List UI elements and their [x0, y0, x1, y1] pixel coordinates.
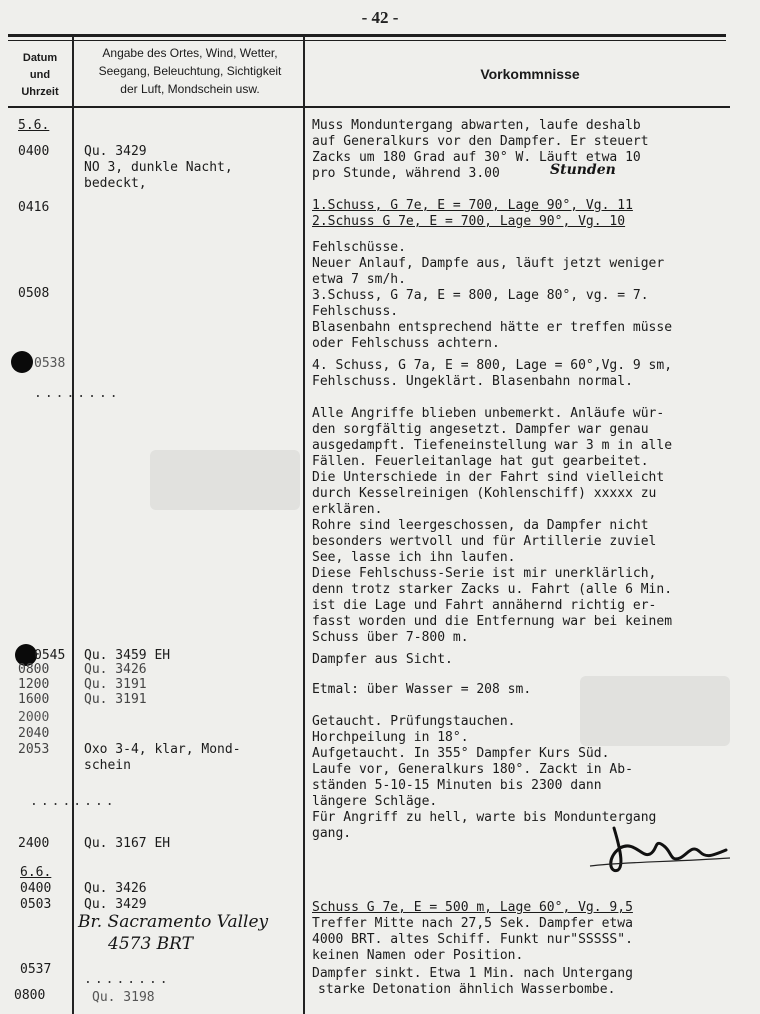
place-entry: Qu. 3198: [92, 990, 155, 1005]
date-entry: 1200: [18, 677, 50, 692]
header-datum-line: und: [29, 69, 51, 81]
vorkommnis-line: Muss Monduntergang abwarten, laufe deshalb: [312, 118, 641, 133]
vorkommnis-line: starke Detonation ähnlich Wasserbombe.: [318, 982, 616, 997]
vorkommnis-line: auf Generalkurs vor den Dampfer. Er steuert: [312, 134, 649, 149]
vorkommnis-line: Aufgetaucht. In 355° Dampfer Kurs Süd.: [312, 746, 610, 761]
vorkommnis-line: Schuss über 7-800 m.: [312, 630, 469, 645]
place-entry: Qu. 3167 EH: [84, 836, 171, 851]
header-bottom-rule: [8, 106, 730, 108]
date-entry: 2053: [18, 742, 50, 757]
header-angabe: [76, 44, 304, 98]
vorkommnis-line: See, lasse ich ihn laufen.: [312, 550, 516, 565]
date-entry: 2400: [18, 836, 50, 851]
date-entry: 0416: [18, 200, 50, 215]
vorkommnis-line: Fehlschüsse.: [312, 240, 406, 255]
vorkommnis-line: Fällen. Feuerleitanlage hat gut gearbeitet.: [312, 454, 649, 469]
vorkommnis-line: längere Schläge.: [312, 794, 438, 809]
handwritten-stunden: Stunden: [550, 162, 616, 178]
vorkommnis-line: Zacks um 180 Grad auf 30° W. Läuft etwa 10: [312, 150, 641, 165]
vorkommnis-line: etwa 7 sm/h.: [312, 272, 406, 287]
place-entry: Qu. 3459 EH: [84, 648, 171, 663]
date-entry: 0538: [34, 356, 66, 371]
place-entry: Qu. 3426: [84, 881, 147, 896]
commander-signature: [580, 818, 740, 878]
place-entry: Qu. 3429: [84, 897, 147, 912]
date-entry: 2040: [18, 726, 50, 741]
date-entry: 6.6.: [20, 865, 52, 880]
header-vorkommnisse: Vorkommnisse: [480, 66, 580, 82]
vorkommnis-line: Horchpeilung in 18°.: [312, 730, 469, 745]
handwritten-tonnage: 4573 BRT: [108, 934, 193, 954]
date-entry: 0400: [20, 881, 52, 896]
date-entry: 5.6.: [18, 118, 50, 133]
vorkommnis-line: besonders wertvoll und für Artillerie zuviel: [312, 534, 657, 549]
header-angabe-line: der Luft, Mondschein usw.: [120, 82, 260, 96]
dotted-leader: ........: [84, 972, 171, 987]
date-entry: 2000: [18, 710, 50, 725]
date-entry: 1600: [18, 692, 50, 707]
date-entry: 0508: [18, 286, 50, 301]
vorkommnis-line: keinen Namen oder Position.: [312, 948, 524, 963]
vorkommnis-line: 2.Schuss G 7e, E = 700, Lage 90°, Vg. 10: [312, 214, 626, 229]
vorkommnis-line: oder Fehlschuss achtern.: [312, 336, 500, 351]
date-entry: 0503: [20, 897, 52, 912]
vorkommnis-line: Laufe vor, Generalkurs 180°. Zackt in Ab-: [312, 762, 633, 777]
vorkommnis-line: Blasenbahn entsprechend hätte er treffen müsse: [312, 320, 673, 335]
faded-stamp: [150, 450, 300, 510]
place-entry: Qu. 3191: [84, 692, 147, 707]
faded-stamp: [580, 676, 730, 746]
dotted-leader: ........: [34, 386, 121, 401]
vorkommnis-line: ständen 5-10-15 Minuten bis 2300 dann: [312, 778, 602, 793]
vorkommnis-line: Neuer Anlauf, Dampfe aus, läuft jetzt weniger: [312, 256, 665, 271]
vorkommnis-line: Diese Fehlschuss-Serie ist mir unerklärlich,: [312, 566, 657, 581]
place-entry: schein: [84, 758, 131, 773]
header-datum-line: Uhrzeit: [21, 86, 59, 98]
handwritten-ship-name: Br. Sacramento Valley: [78, 912, 269, 932]
vorkommnis-line: Für Angriff zu hell, warte bis Monduntergang: [312, 810, 657, 825]
vorkommnis-line: erklären.: [312, 502, 383, 517]
vorkommnis-line: 3.Schuss, G 7a, E = 800, Lage 80°, vg. = 7.: [312, 288, 649, 303]
vorkommnis-line: Fehlschuss. Ungeklärt. Blasenbahn normal.: [312, 374, 633, 389]
vorkommnis-line: denn trotz starker Zacks u. Fahrt (alle 6 Min.: [312, 582, 673, 597]
column-divider-1: [72, 36, 74, 1014]
vorkommnis-line: 4. Schuss, G 7a, E = 800, Lage = 60°,Vg. 9 sm,: [312, 358, 673, 373]
vorkommnis-line: ausgedampft. Tiefeneinstellung war 3 m in alle: [312, 438, 673, 453]
header-angabe-line: Angabe des Ortes, Wind, Wetter,: [102, 46, 278, 60]
vorkommnis-line: Fehlschuss.: [312, 304, 399, 319]
vorkommnis-line: 4000 BRT. altes Schiff. Funkt nur"SSSSS".: [312, 932, 633, 947]
vorkommnis-line: gang.: [312, 826, 352, 841]
vorkommnis-line: 1.Schuss, G 7e, E = 700, Lage 90°, Vg. 11: [312, 198, 633, 213]
vorkommnis-line: Rohre sind leergeschossen, da Dampfer nicht: [312, 518, 649, 533]
vorkommnis-line: Dampfer sinkt. Etwa 1 Min. nach Untergang: [312, 966, 633, 981]
dotted-leader: ........: [30, 794, 117, 809]
vorkommnis-line: Schuss G 7e, E = 500 m, Lage 60°, Vg. 9,5: [312, 900, 633, 915]
date-entry: 0545: [34, 648, 66, 663]
place-entry: NO 3, dunkle Nacht,: [84, 160, 233, 175]
vorkommnis-line: Getaucht. Prüfungstauchen.: [312, 714, 516, 729]
vorkommnis-line: Die Unterschiede in der Fahrt sind vielleicht: [312, 470, 665, 485]
vorkommnis-line: Alle Angriffe blieben unbemerkt. Anläufe wür-: [312, 406, 665, 421]
place-entry: Qu. 3191: [84, 677, 147, 692]
header-datum-line: Datum: [22, 52, 58, 64]
place-entry: bedeckt,: [84, 176, 147, 191]
place-entry: Qu. 3426: [84, 662, 147, 677]
vorkommnis-line: fasst worden und die Entfernung war bei keinem: [312, 614, 673, 629]
header-datum: [10, 50, 70, 101]
vorkommnis-line: durch Kesselreinigen (Kohlenschiff) xxxxx zu: [312, 486, 657, 501]
vorkommnis-line: ist die Lage und Fahrt annähernd richtig er-: [312, 598, 657, 613]
vorkommnis-line: Dampfer aus Sicht.: [312, 652, 453, 667]
punch-hole-top: [11, 351, 33, 373]
column-divider-2: [303, 36, 305, 1014]
date-entry: 0537: [20, 962, 52, 977]
date-entry: 0800: [14, 988, 46, 1003]
vorkommnis-line: pro Stunde, während 3.00: [312, 166, 500, 181]
header-top-rule: [8, 34, 726, 37]
vorkommnis-line: den sorgfältig angesetzt. Dampfer war genau: [312, 422, 649, 437]
header-top-rule-2: [8, 40, 726, 41]
place-entry: Oxo 3-4, klar, Mond-: [84, 742, 241, 757]
place-entry: Qu. 3429: [84, 144, 147, 159]
date-entry: 0400: [18, 144, 50, 159]
vorkommnis-line: Etmal: über Wasser = 208 sm.: [312, 682, 532, 697]
date-entry: 0800: [18, 662, 50, 677]
vorkommnis-line: Treffer Mitte nach 27,5 Sek. Dampfer etwa: [312, 916, 633, 931]
page-number: - 42 -: [361, 8, 399, 27]
header-angabe-line: Seegang, Beleuchtung, Sichtigkeit: [98, 64, 282, 78]
